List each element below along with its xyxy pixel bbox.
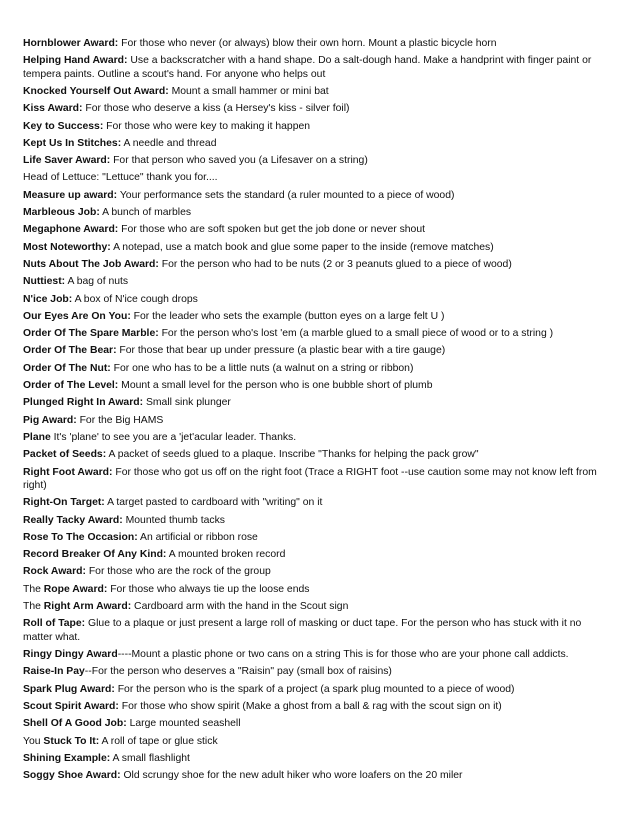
award-name: Rope Award: (43, 583, 108, 595)
award-description: Head of Lettuce: "Lettuce" thank you for.... (23, 172, 218, 184)
award-description: A bag of nuts (65, 276, 129, 288)
award-description: Your performance sets the standard (a ruler mounted to a piece of wood) (117, 189, 455, 201)
award-entry (23, 769, 606, 782)
award-name: Order Of The Spare Marble: (23, 328, 159, 340)
award-entry (23, 448, 606, 461)
award-entry (23, 37, 606, 50)
award-entry (23, 344, 606, 357)
award-entry (23, 617, 606, 644)
award-entry (23, 154, 606, 167)
award-name: Megaphone Award: (23, 224, 119, 236)
award-name: Helping Hand Award: (23, 55, 128, 67)
award-name: Measure up award: (23, 189, 118, 201)
award-entry (23, 362, 606, 375)
award-entry (23, 600, 606, 613)
award-description: For those who were key to making it happen (103, 120, 311, 132)
award-description: For the person who is the spark of a project (a spark plug mounted to a piece of wood) (114, 683, 515, 695)
award-name: Soggy Shoe Award: (23, 770, 121, 782)
award-entry (23, 583, 606, 596)
award-description: For those who show spirit (Make a ghost from a ball & rag with the scout sign on it) (118, 700, 502, 712)
award-name: Spark Plug Award: (23, 683, 115, 695)
award-name: Roll of Tape: (23, 618, 86, 630)
award-name: Rock Award: (23, 566, 86, 578)
award-entry (23, 683, 606, 696)
award-entry (23, 171, 606, 184)
award-name: Plane (23, 431, 51, 443)
award-name: Nuts About The Job Award: (23, 258, 159, 270)
award-prefix: The (23, 601, 44, 613)
award-name: Life Saver Award: (23, 155, 111, 167)
award-entry (23, 565, 606, 578)
award-entry (23, 102, 606, 115)
award-name: Order Of The Nut: (23, 362, 111, 374)
award-name: Right-On Target: (23, 497, 105, 509)
award-entry (23, 120, 606, 133)
award-name: Shining Example: (23, 752, 111, 764)
award-name: Shell Of A Good Job: (23, 718, 127, 730)
document-page (23, 37, 606, 786)
award-entry (23, 496, 606, 509)
award-name: Really Tacky Award: (23, 514, 123, 526)
award-description: --For the person who deserves a "Raisin" pay (small box of raisins) (84, 666, 392, 678)
award-entry (23, 717, 606, 730)
award-name: Hornblower Award: (23, 38, 119, 49)
award-name: Packet of Seeds: (23, 449, 107, 461)
award-name: Kiss Award: (23, 103, 83, 115)
award-entry (23, 466, 606, 493)
award-description: Cardboard arm with the hand in the Scout sign (131, 601, 349, 613)
award-description: For one who has to be a little nuts (a walnut on a string or ribbon) (110, 362, 414, 374)
award-entry (23, 327, 606, 340)
award-description: For those that bear up under pressure (a plastic bear with a tire gauge) (116, 345, 446, 357)
award-entry (23, 548, 606, 561)
award-name: Marbleous Job: (23, 207, 100, 219)
award-description: For those who always tie up the loose ends (107, 583, 310, 595)
award-entry (23, 54, 606, 81)
award-description: For those who deserve a kiss (a Hersey's kiss - silver foil) (82, 103, 350, 115)
award-entry (23, 379, 606, 392)
award-name: Raise-In Pay (23, 666, 85, 678)
award-name: Kept Us In Stitches: (23, 137, 122, 149)
award-description: For the person who's lost 'em (a marble glued to a small piece of wood or to a string ) (158, 328, 554, 340)
award-entry (23, 275, 606, 288)
award-entry (23, 648, 606, 661)
award-name: Key to Success: (23, 120, 104, 132)
award-description: An artificial or ribbon rose (137, 531, 258, 543)
award-description: A notepad, use a match book and glue some paper to the inside (remove matches) (110, 241, 494, 253)
award-description: A target pasted to cardboard with "writing" on it (104, 497, 323, 509)
award-name: Right Arm Award: (43, 601, 132, 613)
award-entry (23, 396, 606, 409)
award-name: Nuttiest: (23, 276, 66, 288)
award-description: A bunch of marbles (99, 207, 192, 219)
award-name: Order of The Level: (23, 380, 119, 392)
award-description: A packet of seeds glued to a plaque. Inscribe "Thanks for helping the pack grow" (106, 449, 479, 461)
award-name: Scout Spirit Award: (23, 700, 119, 712)
award-name: Knocked Yourself Out Award: (23, 86, 169, 97)
award-entry (23, 241, 606, 254)
award-entry (23, 735, 606, 748)
award-description: ----Mount a plastic phone or two cans on a string This is for those who are your phone call addicts. (117, 649, 569, 661)
award-entry (23, 189, 606, 202)
award-description: For the Big HAMS (76, 414, 164, 426)
award-entry (23, 531, 606, 544)
award-description: For the leader who sets the example (button eyes on a large felt U ) (130, 310, 445, 322)
award-name: Plunged Right In Award: (23, 397, 144, 409)
award-entry (23, 752, 606, 765)
award-description: A small flashlight (110, 752, 190, 764)
award-description: Old scrungy shoe for the new adult hiker who wore loafers on the 20 miler (120, 770, 463, 782)
award-description: For those who are the rock of the group (85, 566, 271, 578)
award-description: A box of N'ice cough drops (72, 293, 198, 305)
award-name: N'ice Job: (23, 293, 73, 305)
award-entry (23, 665, 606, 678)
award-name: Most Noteworthy: (23, 241, 111, 253)
award-name: Ringy Dingy Award (23, 649, 118, 661)
award-entry (23, 223, 606, 236)
award-entry (23, 700, 606, 713)
award-description: For that person who saved you (a Lifesaver on a string) (110, 155, 368, 167)
award-description: For those who never (or always) blow their own horn. Mount a plastic bicycle horn (118, 38, 497, 49)
award-entry (23, 85, 606, 98)
award-name: Our Eyes Are On You: (23, 310, 131, 322)
award-description: It's 'plane' to see you are a 'jet'acular leader. Thanks. (50, 431, 297, 443)
award-description: Glue to a plaque or just present a large roll of masking or duct tape. For the person who has stuck with it no matter what. (23, 618, 582, 643)
award-description: Use a backscratcher with a hand shape. Do a salt-dough hand. Make a handprint with finger paint or tempera paints. Outline a scout's hand. For anyone who helps out (23, 55, 592, 80)
award-description: A mounted broken record (166, 549, 286, 561)
award-description: For those who are soft spoken but get the job done or never shout (118, 224, 425, 236)
award-entry (23, 514, 606, 527)
award-description: Mount a small hammer or mini bat (168, 86, 329, 97)
award-description: For the person who had to be nuts (2 or 3 peanuts glued to a piece of wood) (158, 258, 512, 270)
award-name: Order Of The Bear: (23, 345, 117, 357)
award-entry (23, 206, 606, 219)
award-description: For those who got us off on the right foot (Trace a RIGHT foot --use caution some may not know left from right) (23, 466, 597, 491)
award-name: Right Foot Award: (23, 466, 113, 478)
award-entry (23, 310, 606, 323)
award-entry (23, 414, 606, 427)
award-description: Large mounted seashell (126, 718, 241, 730)
award-description: A needle and thread (121, 137, 217, 149)
award-entry (23, 293, 606, 306)
award-prefix: You (23, 735, 44, 747)
award-prefix: The (23, 583, 44, 595)
award-entry (23, 431, 606, 444)
award-name: Rose To The Occasion: (23, 531, 138, 543)
award-entry (23, 137, 606, 150)
award-name: Stuck To It: (43, 735, 100, 747)
award-description: Small sink plunger (143, 397, 231, 409)
award-name: Pig Award: (23, 414, 77, 426)
award-description: Mounted thumb tacks (122, 514, 225, 526)
award-description: A roll of tape or glue stick (99, 735, 218, 747)
award-name: Record Breaker Of Any Kind: (23, 549, 167, 561)
award-entry (23, 258, 606, 271)
award-description: Mount a small level for the person who is one bubble short of plumb (118, 380, 433, 392)
